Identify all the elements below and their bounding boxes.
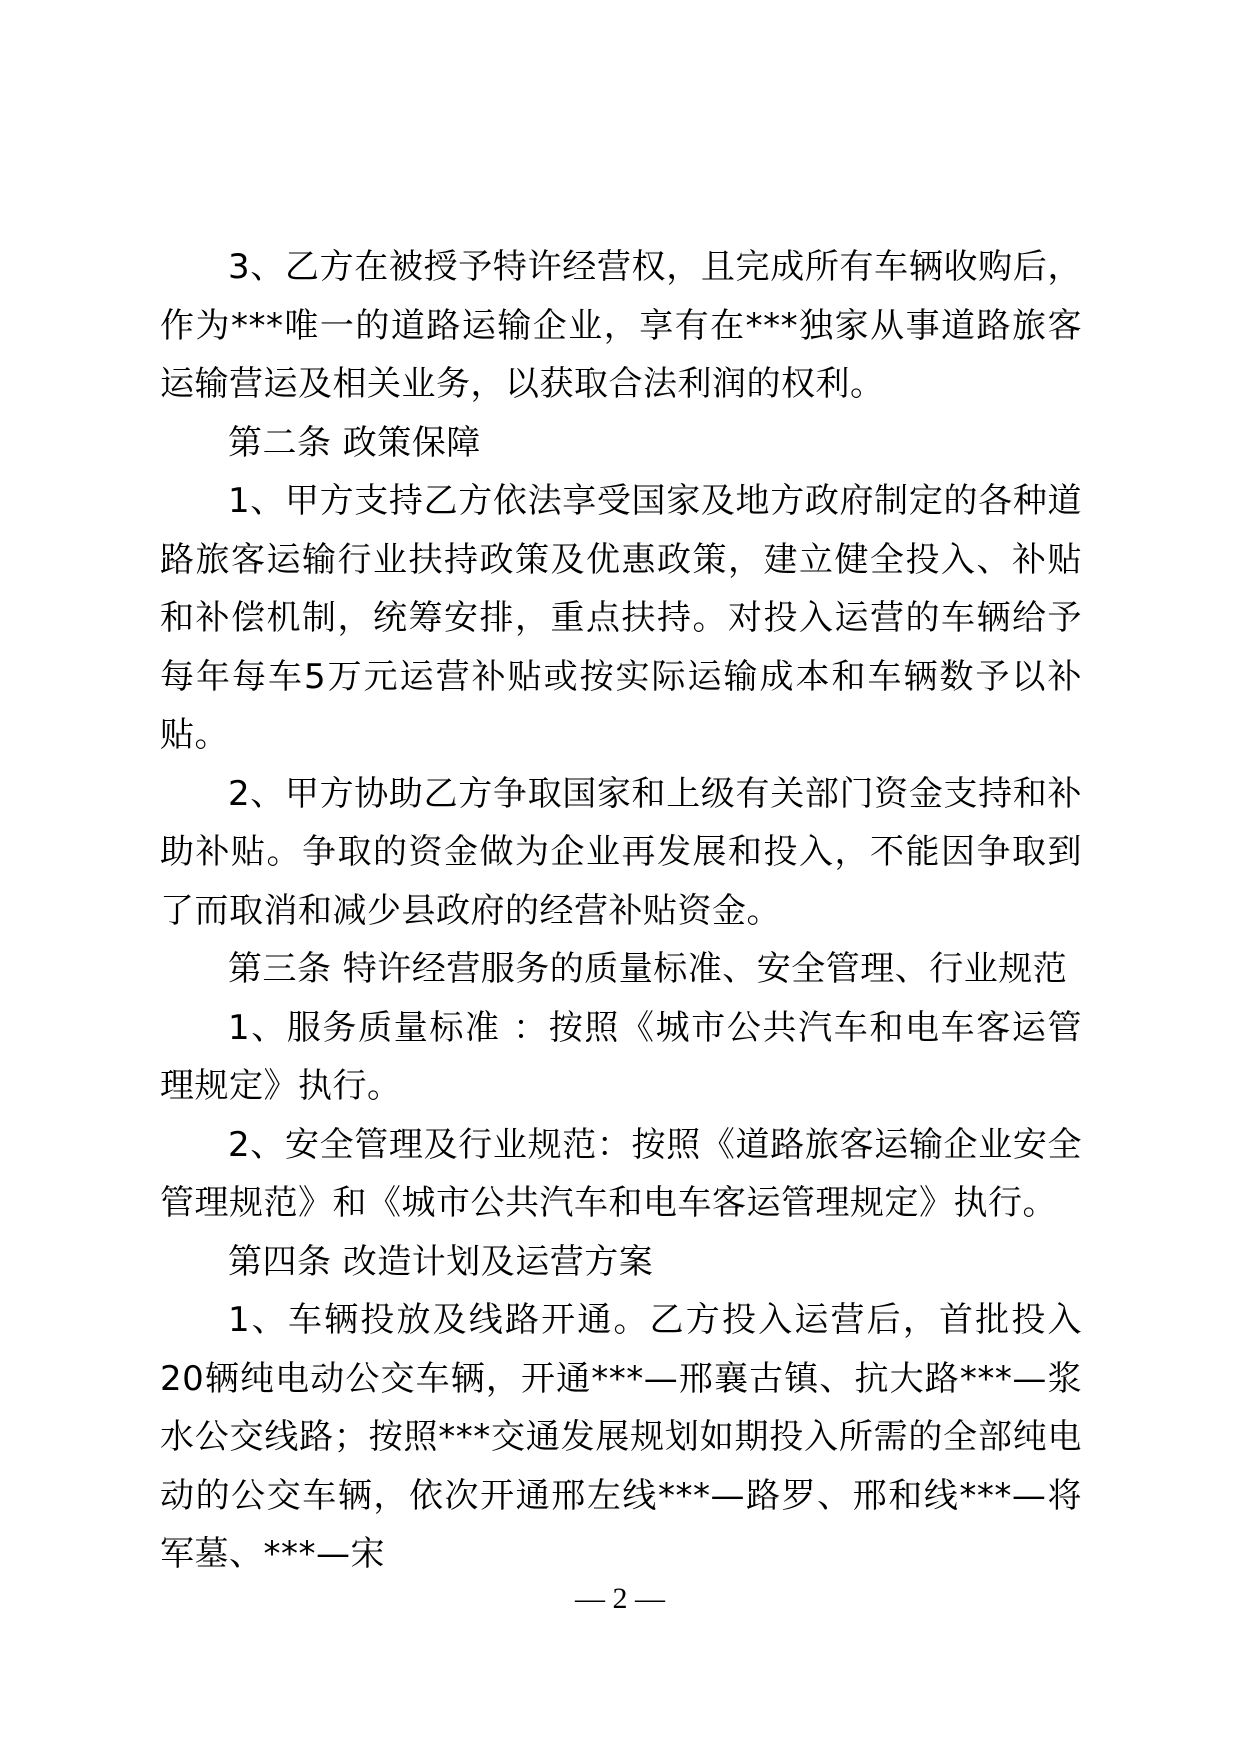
paragraph-article-2-item-1: 1、甲方支持乙方依法享受国家及地方政府制定的各种道路旅客运输行业扶持政策及优惠政策，建立健全投入、补贴和补偿机制，统筹安排，重点扶持。对投入运营的车辆给予每年每车5万元运营补贴或按实际运输成本和车辆数予以补贴。	[160, 481, 1082, 755]
heading-article-3: 第三条 特许经营服务的质量标准、安全管理、行业规范	[228, 949, 1068, 989]
body-text	[160, 238, 1082, 1584]
heading-article-2: 第二条 政策保障	[228, 422, 481, 463]
page-number: — 2 —	[575, 1582, 665, 1615]
paragraph-article-4-item-1: 1、车辆投放及线路开通。乙方投入运营后，首批投入20辆纯电动公交车辆，开通***—邢襄古镇、抗大路***—浆水公交线路；按照***交通发展规划如期投入所需的全部纯电动的公交车辆，依次开通邢左线***—路罗、邢和线***—将军墓、***—宋	[160, 1300, 1082, 1574]
paragraph-clause-1-3: 3、乙方在被授予特许经营权，且完成所有车辆收购后，作为***唯一的道路运输企业，享有在***独家从事道路旅客运输营运及相关业务，以获取合法利润的权利。	[160, 247, 1082, 404]
paragraph-article-3-item-1: 1、服务质量标准 ：按照《城市公共汽车和电车客运管理规定》执行。	[160, 1007, 1082, 1106]
paragraph-article-3-item-2: 2、安全管理及行业规范：按照《道路旅客运输企业安全管理规范》和《城市公共汽车和电车客运管理规定》执行。	[160, 1124, 1082, 1223]
paragraph-article-2-item-2: 2、甲方协助乙方争取国家和上级有关部门资金支持和补助补贴。争取的资金做为企业再发展和投入，不能因争取到了而取消和减少县政府的经营补贴资金。	[160, 773, 1082, 931]
heading-article-4: 第四条 改造计划及运营方案	[228, 1241, 654, 1282]
